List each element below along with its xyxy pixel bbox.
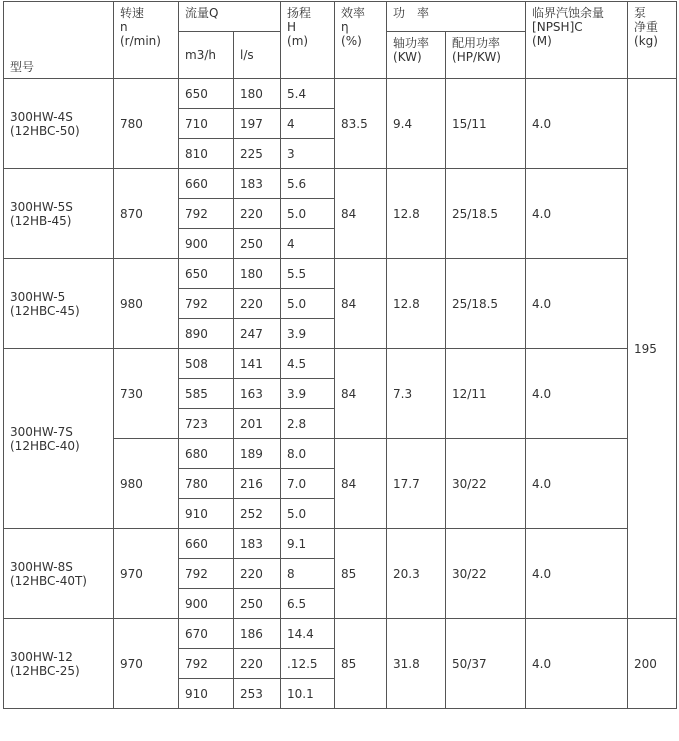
flow-m3h-cell: 890 <box>179 319 234 349</box>
model-name-line: 300HW-4S <box>10 109 73 124</box>
head-cell: 8.0 <box>281 439 335 469</box>
flow-m3h-cell: 900 <box>179 229 234 259</box>
npsh-cell: 4.0 <box>526 259 628 349</box>
model-name-line: 300HW-12 <box>10 649 73 664</box>
speed-cell: 870 <box>114 169 179 259</box>
head-cell: 4 <box>281 109 335 139</box>
npsh-cell: 4.0 <box>526 439 628 529</box>
head-cell: 5.4 <box>281 79 335 109</box>
flow-ls-cell: 183 <box>234 529 281 559</box>
head-cell: 9.1 <box>281 529 335 559</box>
header-shaft-power: 轴功率 (KW) <box>387 32 446 79</box>
efficiency-cell: 85 <box>335 529 387 619</box>
speed-cell: 780 <box>114 79 179 169</box>
speed-cell: 970 <box>114 529 179 619</box>
model-name-line: (12HBC-50) <box>10 123 80 138</box>
flow-ls-cell: 189 <box>234 439 281 469</box>
head-cell: 14.4 <box>281 619 335 649</box>
table-body <box>4 79 677 709</box>
flow-m3h-cell: 670 <box>179 619 234 649</box>
flow-ls-cell: 201 <box>234 409 281 439</box>
header-speed: 转速 n (r/min) <box>114 2 179 79</box>
head-cell: 5.0 <box>281 289 335 319</box>
speed-cell: 980 <box>114 439 179 529</box>
model-name-cell <box>4 79 114 169</box>
flow-ls-cell: 247 <box>234 319 281 349</box>
efficiency-cell: 84 <box>335 169 387 259</box>
shaft-power-cell: 17.7 <box>387 439 446 529</box>
head-cell: 3.9 <box>281 319 335 349</box>
model-name-line: (12HBC-40T) <box>10 573 87 588</box>
header-head: 扬程 H (m) <box>281 2 335 79</box>
matched-power-cell: 15/11 <box>446 79 526 169</box>
flow-ls-cell: 220 <box>234 199 281 229</box>
flow-m3h-cell: 508 <box>179 349 234 379</box>
head-cell: 5.5 <box>281 259 335 289</box>
head-cell: 5.6 <box>281 169 335 199</box>
flow-ls-cell: 180 <box>234 259 281 289</box>
table-row <box>4 169 677 199</box>
head-cell: 8 <box>281 559 335 589</box>
flow-ls-cell: 220 <box>234 559 281 589</box>
model-name-line: (12HB-45) <box>10 213 72 228</box>
model-name-line: (12HBC-25) <box>10 663 80 678</box>
flow-m3h-cell: 792 <box>179 649 234 679</box>
flow-m3h-cell: 792 <box>179 559 234 589</box>
header-flow: 流量Q <box>179 2 281 32</box>
header-power: 功 率 <box>387 2 526 32</box>
flow-m3h-cell: 900 <box>179 589 234 619</box>
flow-m3h-cell: 585 <box>179 379 234 409</box>
header-weight: 泵 净重 (kg) <box>628 2 677 79</box>
efficiency-cell: 83.5 <box>335 79 387 169</box>
head-cell: 10.1 <box>281 679 335 709</box>
npsh-cell: 4.0 <box>526 169 628 259</box>
model-name-line: (12HBC-40) <box>10 438 80 453</box>
matched-power-cell: 50/37 <box>446 619 526 709</box>
flow-m3h-cell: 710 <box>179 109 234 139</box>
npsh-cell: 4.0 <box>526 349 628 439</box>
speed-cell: 730 <box>114 349 179 439</box>
flow-ls-cell: 252 <box>234 499 281 529</box>
model-name-line: (12HBC-45) <box>10 303 80 318</box>
head-cell: 6.5 <box>281 589 335 619</box>
header-flow-ls: l/s <box>234 32 281 79</box>
flow-ls-cell: 220 <box>234 649 281 679</box>
efficiency-cell: 84 <box>335 349 387 439</box>
pump-spec-table <box>3 1 677 709</box>
flow-ls-cell: 216 <box>234 469 281 499</box>
matched-power-cell: 25/18.5 <box>446 169 526 259</box>
head-cell: 2.8 <box>281 409 335 439</box>
speed-cell: 970 <box>114 619 179 709</box>
table-row <box>4 529 677 559</box>
efficiency-cell: 84 <box>335 439 387 529</box>
model-name-line: 300HW-5S <box>10 199 73 214</box>
head-cell: .12.5 <box>281 649 335 679</box>
table-row <box>4 79 677 109</box>
head-cell: 4 <box>281 229 335 259</box>
weight-cell: 195 <box>628 79 677 619</box>
matched-power-cell: 12/11 <box>446 349 526 439</box>
efficiency-cell: 85 <box>335 619 387 709</box>
shaft-power-cell: 12.8 <box>387 169 446 259</box>
weight-cell: 200 <box>628 619 677 709</box>
flow-m3h-cell: 723 <box>179 409 234 439</box>
model-name-cell <box>4 619 114 709</box>
flow-m3h-cell: 780 <box>179 469 234 499</box>
header-model: 型号 <box>4 2 114 79</box>
npsh-cell: 4.0 <box>526 619 628 709</box>
shaft-power-cell: 9.4 <box>387 79 446 169</box>
head-cell: 5.0 <box>281 499 335 529</box>
head-cell: 3 <box>281 139 335 169</box>
shaft-power-cell: 12.8 <box>387 259 446 349</box>
flow-m3h-cell: 792 <box>179 289 234 319</box>
header-flow-m3h: m3/h <box>179 32 234 79</box>
model-name-cell <box>4 169 114 259</box>
flow-m3h-cell: 660 <box>179 169 234 199</box>
flow-m3h-cell: 810 <box>179 139 234 169</box>
matched-power-cell: 30/22 <box>446 439 526 529</box>
header-matched-power: 配用功率 (HP/KW) <box>446 32 526 79</box>
flow-m3h-cell: 650 <box>179 79 234 109</box>
header-efficiency: 效率 η (%) <box>335 2 387 79</box>
npsh-cell: 4.0 <box>526 79 628 169</box>
head-cell: 7.0 <box>281 469 335 499</box>
flow-ls-cell: 197 <box>234 109 281 139</box>
flow-ls-cell: 183 <box>234 169 281 199</box>
speed-cell: 980 <box>114 259 179 349</box>
efficiency-cell: 84 <box>335 259 387 349</box>
head-cell: 4.5 <box>281 349 335 379</box>
header-npsh: 临界汽蚀余量 [NPSH]C (M) <box>526 2 628 79</box>
model-name-cell <box>4 349 114 529</box>
flow-ls-cell: 253 <box>234 679 281 709</box>
flow-m3h-cell: 650 <box>179 259 234 289</box>
npsh-cell: 4.0 <box>526 529 628 619</box>
flow-ls-cell: 220 <box>234 289 281 319</box>
flow-ls-cell: 186 <box>234 619 281 649</box>
flow-ls-cell: 225 <box>234 139 281 169</box>
flow-ls-cell: 163 <box>234 379 281 409</box>
matched-power-cell: 30/22 <box>446 529 526 619</box>
flow-m3h-cell: 910 <box>179 679 234 709</box>
table-row <box>4 349 677 379</box>
flow-ls-cell: 141 <box>234 349 281 379</box>
model-name-cell <box>4 259 114 349</box>
shaft-power-cell: 31.8 <box>387 619 446 709</box>
head-cell: 3.9 <box>281 379 335 409</box>
table-row <box>4 259 677 289</box>
model-name-line: 300HW-7S <box>10 424 73 439</box>
flow-ls-cell: 180 <box>234 79 281 109</box>
matched-power-cell: 25/18.5 <box>446 259 526 349</box>
table-row <box>4 619 677 649</box>
model-name-line: 300HW-5 <box>10 289 66 304</box>
head-cell: 5.0 <box>281 199 335 229</box>
flow-m3h-cell: 910 <box>179 499 234 529</box>
shaft-power-cell: 20.3 <box>387 529 446 619</box>
flow-m3h-cell: 660 <box>179 529 234 559</box>
flow-ls-cell: 250 <box>234 229 281 259</box>
flow-ls-cell: 250 <box>234 589 281 619</box>
model-name-cell <box>4 529 114 619</box>
shaft-power-cell: 7.3 <box>387 349 446 439</box>
flow-m3h-cell: 792 <box>179 199 234 229</box>
flow-m3h-cell: 680 <box>179 439 234 469</box>
model-name-line: 300HW-8S <box>10 559 73 574</box>
